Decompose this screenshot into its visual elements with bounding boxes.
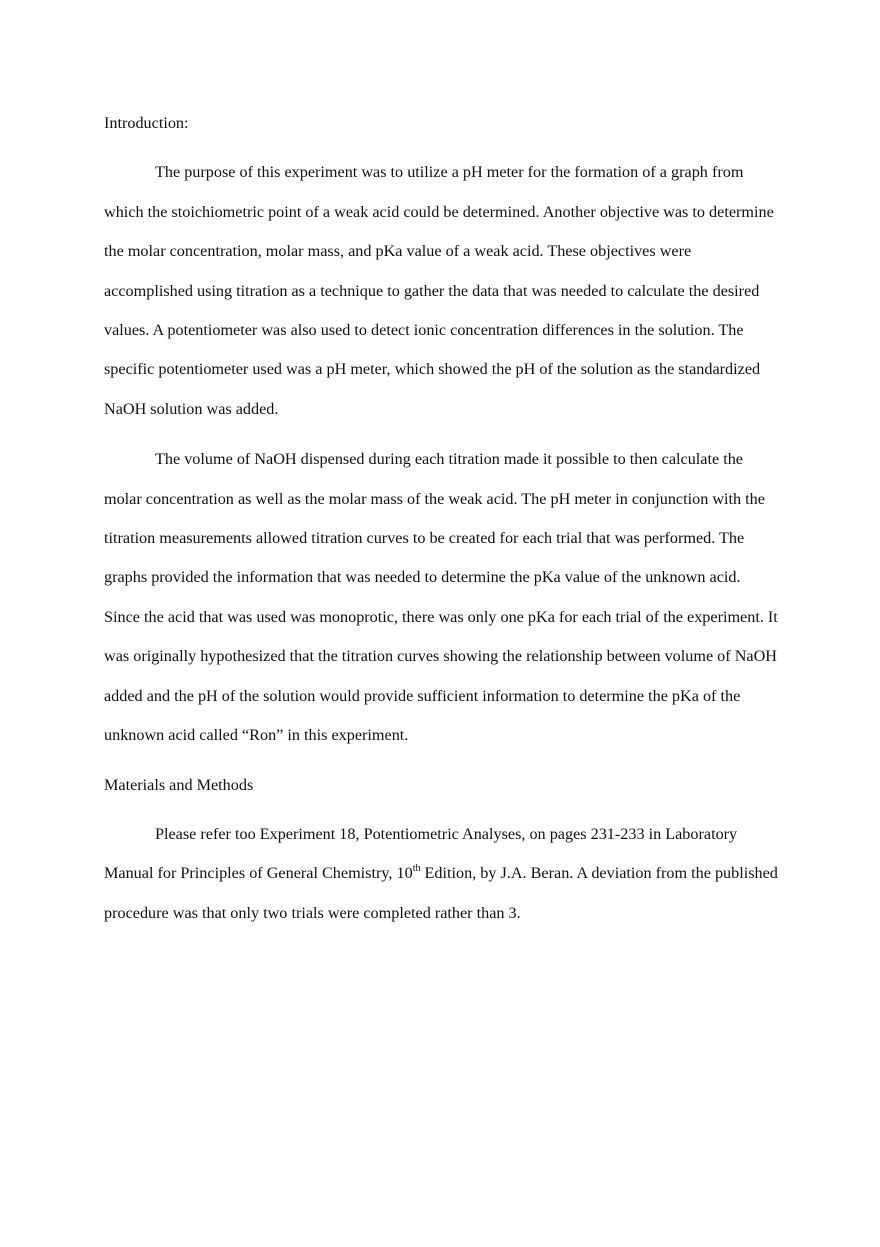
methods-text-part-1: Please refer too Experiment 18, Potentiometric Analyses, on pages 231-233 in Laboratory Manual for Principles of General Chemistry, 10 [104, 824, 738, 883]
introduction-heading: Introduction: [104, 114, 189, 132]
methods-text-part-2: Edition, by J.A. Beran. A deviation from the published procedure was that only two trials were completed rather than 3. [104, 864, 778, 922]
methods-paragraph [104, 815, 780, 933]
spacer [104, 429, 780, 440]
spacer [104, 756, 780, 766]
document-body [104, 104, 780, 933]
intro-paragraph-2: The volume of NaOH dispensed during each titration made it possible to then calculate the molar concentration as well as the molar mass of the weak acid. The pH meter in conjunction with the titration measurements allowed titration curves to be created for each trial that was performed. The graphs provided the information that was needed to determine the pKa value of the unknown acid. Since the acid that was used was monoprotic, there was only one pKa for each trial of the experiment. It was originally hypothesized that the titration curves showing the relationship between volume of NaOH added and the pH of the solution would provide sufficient information to determine the pKa of the unknown acid called “Ron” in this experiment. [104, 450, 778, 745]
spacer [104, 143, 780, 153]
methods-heading: Materials and Methods [104, 775, 254, 794]
spacer [104, 805, 780, 815]
edition-superscript: th [412, 863, 421, 875]
intro-paragraph-1: The purpose of this experiment was to utilize a pH meter for the formation of a graph from which the stoichiometric point of a weak acid could be determined. Another objective was to determine the molar concentration, molar mass, and pKa value of a weak acid. These objectives were accomplished using titration as a technique to gather the data that was needed to calculate the desired values. A potentiometer was also used to detect ionic concentration differences in the solution. The specific potentiometer used was a pH meter, which showed the pH of the solution as the standardized NaOH solution was added. [104, 163, 774, 418]
